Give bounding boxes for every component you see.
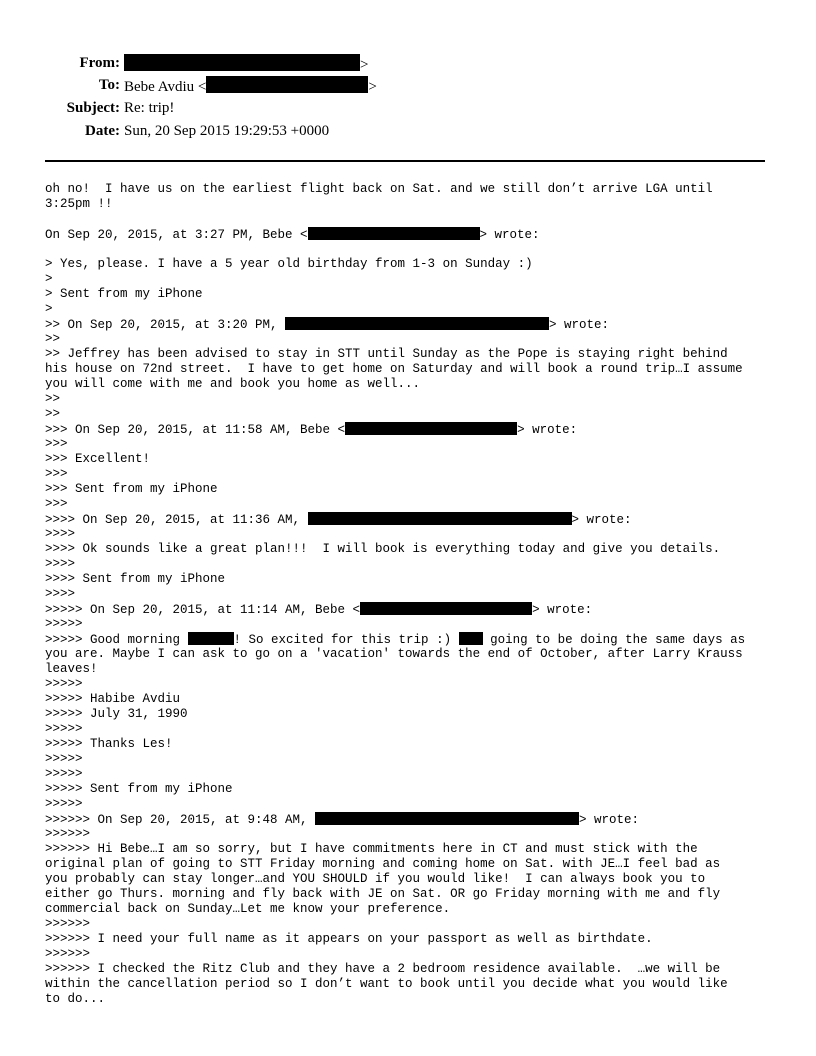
- body-line: [45, 947, 785, 962]
- body-line: [45, 977, 785, 992]
- redaction-bar: [360, 602, 532, 615]
- body-line: [45, 497, 785, 512]
- subject-label: Subject:: [66, 100, 120, 116]
- body-line: [45, 392, 785, 407]
- to-label: To:: [98, 77, 120, 93]
- body-line: [45, 932, 785, 947]
- body-line: [45, 377, 785, 392]
- body-text: >>>>>: [45, 722, 83, 736]
- body-text: 3:25pm !!: [45, 197, 113, 211]
- body-text: you probably can stay longer…and YOU SHOULD if you would like! I can always book you to: [45, 872, 706, 886]
- body-line: [45, 182, 785, 197]
- body-text: >>>>> Sent from my iPhone: [45, 782, 233, 796]
- body-text: >>>>> July 31, 1990: [45, 707, 188, 721]
- from-label: From:: [79, 55, 120, 71]
- body-text: >>>>> Good morning: [45, 633, 188, 647]
- body-text: >>: [45, 332, 61, 346]
- body-text: >>>> Ok sounds like a great plan!!! I will book is everything today and give you details.: [45, 542, 721, 556]
- to-name: Bebe Avdiu <: [124, 79, 207, 95]
- body-text: >>>>>> On Sep 20, 2015, at 9:48 AM,: [45, 813, 316, 827]
- from-row: [0, 54, 816, 72]
- body-line: [45, 257, 785, 272]
- body-line: [45, 737, 785, 752]
- subject-value: Re: trip!: [124, 100, 175, 116]
- body-line: [45, 782, 785, 797]
- to-row: [0, 76, 816, 94]
- body-line: [45, 677, 785, 692]
- body-line: [45, 422, 785, 437]
- body-line: [45, 917, 785, 932]
- body-line: [45, 722, 785, 737]
- body-text: >>>>>: [45, 677, 83, 691]
- body-text: > wrote:: [579, 813, 640, 827]
- body-text: >>>> On Sep 20, 2015, at 11:36 AM,: [45, 513, 308, 527]
- header-divider: [45, 160, 765, 162]
- body-text: you are. Maybe I can ask to go on a 'vacation' towards the end of October, after Larry Krauss: [45, 647, 743, 661]
- body-text: >>>>>>: [45, 827, 91, 841]
- body-text: >>>>: [45, 557, 76, 571]
- body-text: >> Jeffrey has been advised to stay in STT until Sunday as the Pope is staying right behind: [45, 347, 728, 361]
- body-line: [45, 992, 785, 1007]
- body-text: >> On Sep 20, 2015, at 3:20 PM,: [45, 318, 286, 332]
- body-line: [45, 542, 785, 557]
- body-line: [45, 617, 785, 632]
- body-text: > wrote:: [532, 603, 593, 617]
- body-text: within the cancellation period so I don’t want to book until you decide what you would like: [45, 977, 728, 991]
- body-text: original plan of going to STT Friday morning and coming home on Sat. with JE…I feel bad as: [45, 857, 721, 871]
- redaction-bar: [345, 422, 517, 435]
- body-line: [45, 662, 785, 677]
- redaction-bar: [285, 317, 549, 330]
- body-text: > wrote:: [571, 513, 632, 527]
- body-text: >>> On Sep 20, 2015, at 11:58 AM, Bebe <: [45, 423, 346, 437]
- body-text: >>> Sent from my iPhone: [45, 482, 218, 496]
- body-text: >>: [45, 407, 61, 421]
- body-line: [45, 872, 785, 887]
- body-text: oh no! I have us on the earliest flight back on Sat. and we still don’t arrive LGA until: [45, 182, 713, 196]
- body-text: >>>>> On Sep 20, 2015, at 11:14 AM, Bebe <: [45, 603, 361, 617]
- body-text: >>>>>>: [45, 947, 91, 961]
- body-line: [45, 887, 785, 902]
- body-text: ! So excited for this trip :): [233, 633, 459, 647]
- body-text: >>>>>>: [45, 917, 91, 931]
- body-line: [45, 587, 785, 602]
- body-line: [45, 962, 785, 977]
- body-line: [45, 707, 785, 722]
- body-line: [45, 317, 785, 332]
- body-text: On Sep 20, 2015, at 3:27 PM, Bebe <: [45, 228, 308, 242]
- body-text: >>>>>> I need your full name as it appears on your passport as well as birthdate.: [45, 932, 653, 946]
- body-text: >>>>: [45, 587, 76, 601]
- email-body: [45, 182, 785, 1007]
- body-text: >: [45, 272, 53, 286]
- body-text: > Sent from my iPhone: [45, 287, 203, 301]
- body-line: [45, 407, 785, 422]
- body-text: >>>>> Thanks Les!: [45, 737, 173, 751]
- body-line: [45, 752, 785, 767]
- from-suffix: >: [360, 57, 369, 73]
- body-text: either go Thurs. morning and fly back with JE on Sat. OR go Friday morning with me and fly: [45, 887, 721, 901]
- body-text: >>>>>> I checked the Ritz Club and they have a 2 bedroom residence available. …we will be: [45, 962, 721, 976]
- body-line: [45, 812, 785, 827]
- body-text: >>>>>: [45, 767, 83, 781]
- body-line: [45, 467, 785, 482]
- body-text: > wrote:: [549, 318, 610, 332]
- body-text: > wrote:: [517, 423, 578, 437]
- body-text: > Yes, please. I have a 5 year old birthday from 1-3 on Sunday :): [45, 257, 533, 271]
- redaction-bar: [459, 632, 483, 645]
- body-line: [45, 452, 785, 467]
- body-text: commercial back on Sunday…Let me know your preference.: [45, 902, 451, 916]
- to-suffix: >: [368, 79, 377, 95]
- body-text: >>>: [45, 467, 68, 481]
- redaction-bar: [308, 227, 480, 240]
- body-line: [45, 902, 785, 917]
- body-line: [45, 362, 785, 377]
- body-line: [45, 272, 785, 287]
- body-line: [45, 827, 785, 842]
- body-text: going to be doing the same days as: [482, 633, 746, 647]
- body-line: [45, 302, 785, 317]
- body-text: >>: [45, 392, 61, 406]
- body-line: [45, 632, 785, 647]
- body-line: [45, 332, 785, 347]
- body-line: [45, 212, 785, 227]
- body-text: >>>>>> Hi Bebe…I am so sorry, but I have commitments here in CT and must stick with the: [45, 842, 698, 856]
- body-line: [45, 527, 785, 542]
- body-line: [45, 482, 785, 497]
- body-line: [45, 557, 785, 572]
- body-text: >: [45, 302, 53, 316]
- body-line: [45, 227, 785, 242]
- body-line: [45, 512, 785, 527]
- redaction-bar: [308, 512, 572, 525]
- body-text: to do...: [45, 992, 106, 1006]
- body-line: [45, 842, 785, 857]
- body-text: >>>>>: [45, 617, 83, 631]
- body-line: [45, 347, 785, 362]
- body-line: [45, 797, 785, 812]
- body-text: >>>>> Habibe Avdiu: [45, 692, 181, 706]
- body-text: > wrote:: [479, 228, 540, 242]
- body-line: [45, 197, 785, 212]
- body-line: [45, 647, 785, 662]
- body-text: his house on 72nd street. I have to get home on Saturday and will book a round trip…I assume: [45, 362, 743, 376]
- body-text: >>>>: [45, 527, 76, 541]
- redaction-bar: [206, 76, 368, 93]
- redaction-bar: [188, 632, 234, 645]
- body-line: [45, 242, 785, 257]
- body-text: >>>: [45, 437, 68, 451]
- body-line: [45, 572, 785, 587]
- body-line: [45, 437, 785, 452]
- date-label: Date:: [85, 123, 120, 139]
- email-header: [0, 54, 816, 144]
- body-text: >>>>>: [45, 797, 83, 811]
- redaction-bar: [124, 54, 360, 71]
- redaction-bar: [315, 812, 579, 825]
- body-line: [45, 857, 785, 872]
- body-text: >>>>>: [45, 752, 83, 766]
- body-text: >>> Excellent!: [45, 452, 151, 466]
- subject-row: [0, 99, 816, 117]
- body-text: >>>> Sent from my iPhone: [45, 572, 226, 586]
- body-line: [45, 692, 785, 707]
- body-line: [45, 767, 785, 782]
- body-text: you will come with me and book you home as well...: [45, 377, 421, 391]
- body-line: [45, 602, 785, 617]
- body-line: [45, 287, 785, 302]
- date-value: Sun, 20 Sep 2015 19:29:53 +0000: [124, 123, 330, 139]
- date-row: [0, 122, 816, 140]
- body-text: >>>: [45, 497, 68, 511]
- body-text: leaves!: [45, 662, 98, 676]
